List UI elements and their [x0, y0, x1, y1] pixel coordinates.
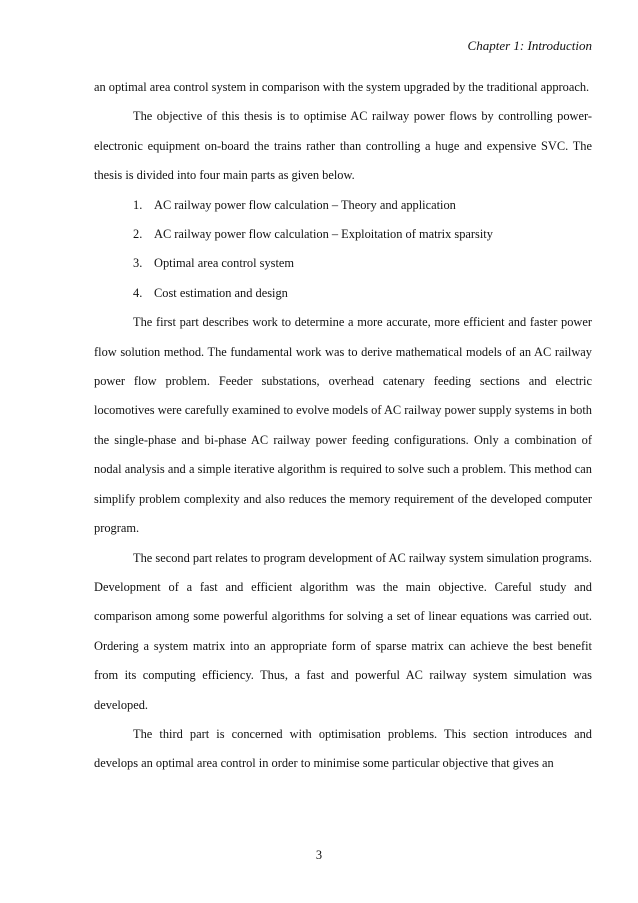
list-item-text: Optimal area control system [154, 256, 295, 271]
paragraph-4: The second part relates to program development of AC railway system simulation programs. Development of a fast and efficient algorithm was the main objective. Careful study and comparison among some powerful algorithms for solving a set of linear equations was carried out. Ordering a system matrix into an appropriate form of sparse matrix can achieve the best benefit from its computing efficiency. Thus, a fast and powerful AC railway system simulation was developed. [94, 550, 592, 712]
paragraph-5: The third part is concerned with optimisation problems. This section introduces and develops an optimal area control in order to minimise some particular objective that gives an [94, 726, 592, 771]
parts-list [94, 191, 592, 309]
paragraph-1: an optimal area control system in comparison with the system upgraded by the traditional approach. [94, 80, 590, 94]
list-item [94, 249, 592, 278]
list-item [94, 279, 592, 308]
list-item [94, 191, 592, 220]
list-item-number: 2. [133, 227, 143, 242]
list-item-text: AC railway power flow calculation – Theory and application [154, 197, 456, 212]
page-body [94, 73, 592, 779]
paragraph-3: The first part describes work to determine a more accurate, more efficient and faster power flow solution method. The fundamental work was to derive mathematical models of an AC railway power flow problem. Feeder substations, overhead catenary feeding sections and electric locomotives were carefully examined to evolve models of AC railway power supply systems in both the single-phase and bi-phase AC railway power feeding configurations. Only a combination of nodal analysis and a simple iterative algorithm is required to solve such a problem. This method can simplify problem complexity and also reduces the memory requirement of the developed computer program. [94, 315, 592, 536]
list-item-text: AC railway power flow calculation – Exploitation of matrix sparsity [154, 227, 493, 242]
list-item-number: 1. [133, 197, 143, 212]
page-number: 3 [315, 848, 323, 862]
running-header: Chapter 1: Introduction [467, 38, 592, 53]
paragraph-2: The objective of this thesis is to optimise AC railway power flows by controlling power-electronic equipment on-board the trains rather than controlling a huge and expensive SVC. The thesis is divided into four main parts as given below. [94, 109, 592, 183]
list-item [94, 220, 592, 249]
list-item-text: Cost estimation and design [154, 285, 288, 300]
list-item-number: 4. [133, 285, 143, 300]
list-item-number: 3. [133, 256, 143, 271]
